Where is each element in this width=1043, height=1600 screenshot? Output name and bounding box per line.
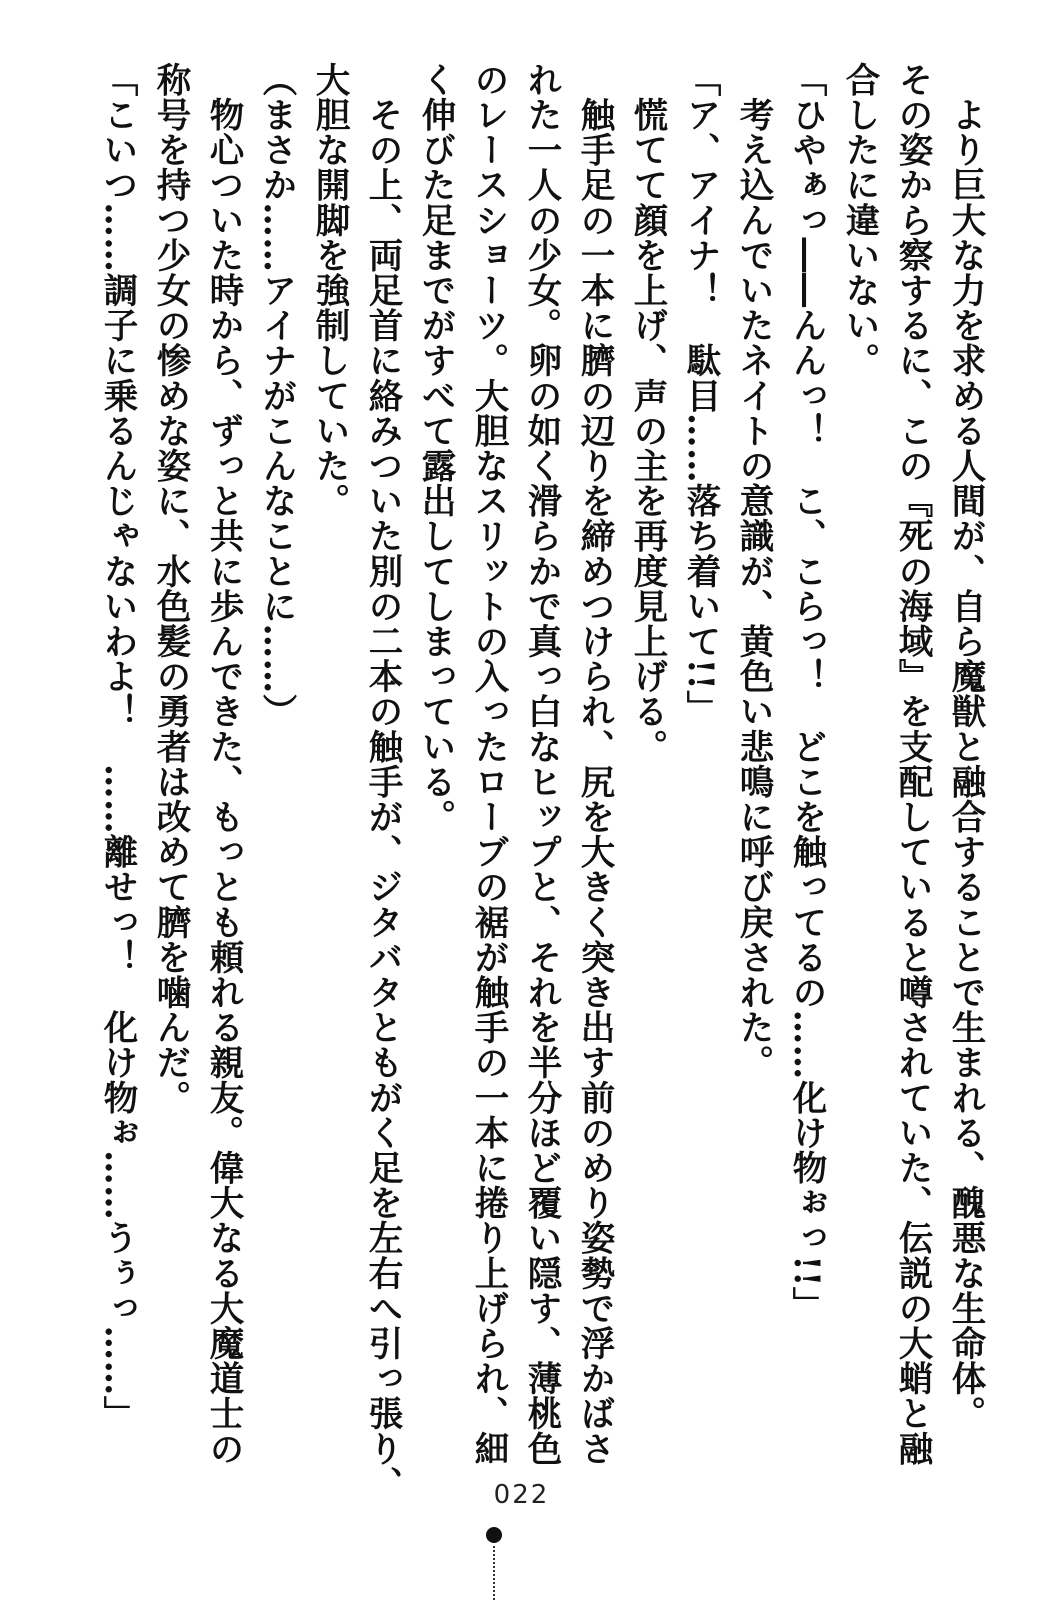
text-line: れた一人の少女。卵の如く滑らかで真っ白なヒップと、それを半分ほど覆い隠す、薄桃色 [521, 62, 561, 1466]
text-line: のレースショーツ。大胆なスリットの入ったローブの裾が触手の一本に捲り上げられ、細 [468, 62, 508, 1466]
text-line: 考え込んでいたネイトの意識が、黄色い悲鳴に呼び戻された。 [733, 62, 773, 1080]
text-line: 合したに違いない。 [839, 62, 879, 378]
text-line: 慌てて顔を上げ、声の主を再度見上げる。 [627, 62, 667, 764]
text-line: （まさか……アイナがこんなことに……） [256, 62, 296, 729]
page-number: 022 [493, 1480, 550, 1510]
text-line: その姿から察するに、この『死の海域』を支配していると噂されていた、伝説の大蛸と融 [892, 62, 932, 1466]
text-line: 触手足の一本に臍の辺りを締めつけられ、尻を大きく突き出す前のめり姿勢で浮かばさ [574, 62, 614, 1466]
text-line: その上、両足首に絡みついた別の二本の触手が、ジタバタともがく足を左右へ引っ張り、 [362, 62, 402, 1502]
page-marker-dot-icon [486, 1527, 502, 1543]
text-line: 「こいつ……調子に乗るんじゃないわよ！ ……離せっ！ 化け物ぉ……うぅっ……」 [97, 62, 137, 1431]
text-line: 称号を持つ少女の惨めな姿に、水色髪の勇者は改めて臍を噛んだ。 [150, 62, 190, 1115]
text-line: く伸びた足までがすべて露出してしまっている。 [415, 62, 455, 835]
text-line: 物心ついた時から、ずっと共に歩んできた、もっとも頼れる親友。偉大なる大魔道士の [203, 62, 243, 1466]
text-line: 「ア、アイナ！ 駄目……落ち着いて!!」 [680, 62, 720, 726]
text-line: より巨大な力を求める人間が、自ら魔獣と融合することで生まれる、醜悪な生命体。 [945, 62, 985, 1431]
text-line: 大胆な開脚を強制していた。 [309, 62, 349, 519]
page-marker-rule [493, 1546, 495, 1600]
text-line: 「ひやぁっ――んんっ！ こ、こらっ！ どこを触ってるの……化け物ぉっ!!」 [786, 62, 826, 1322]
